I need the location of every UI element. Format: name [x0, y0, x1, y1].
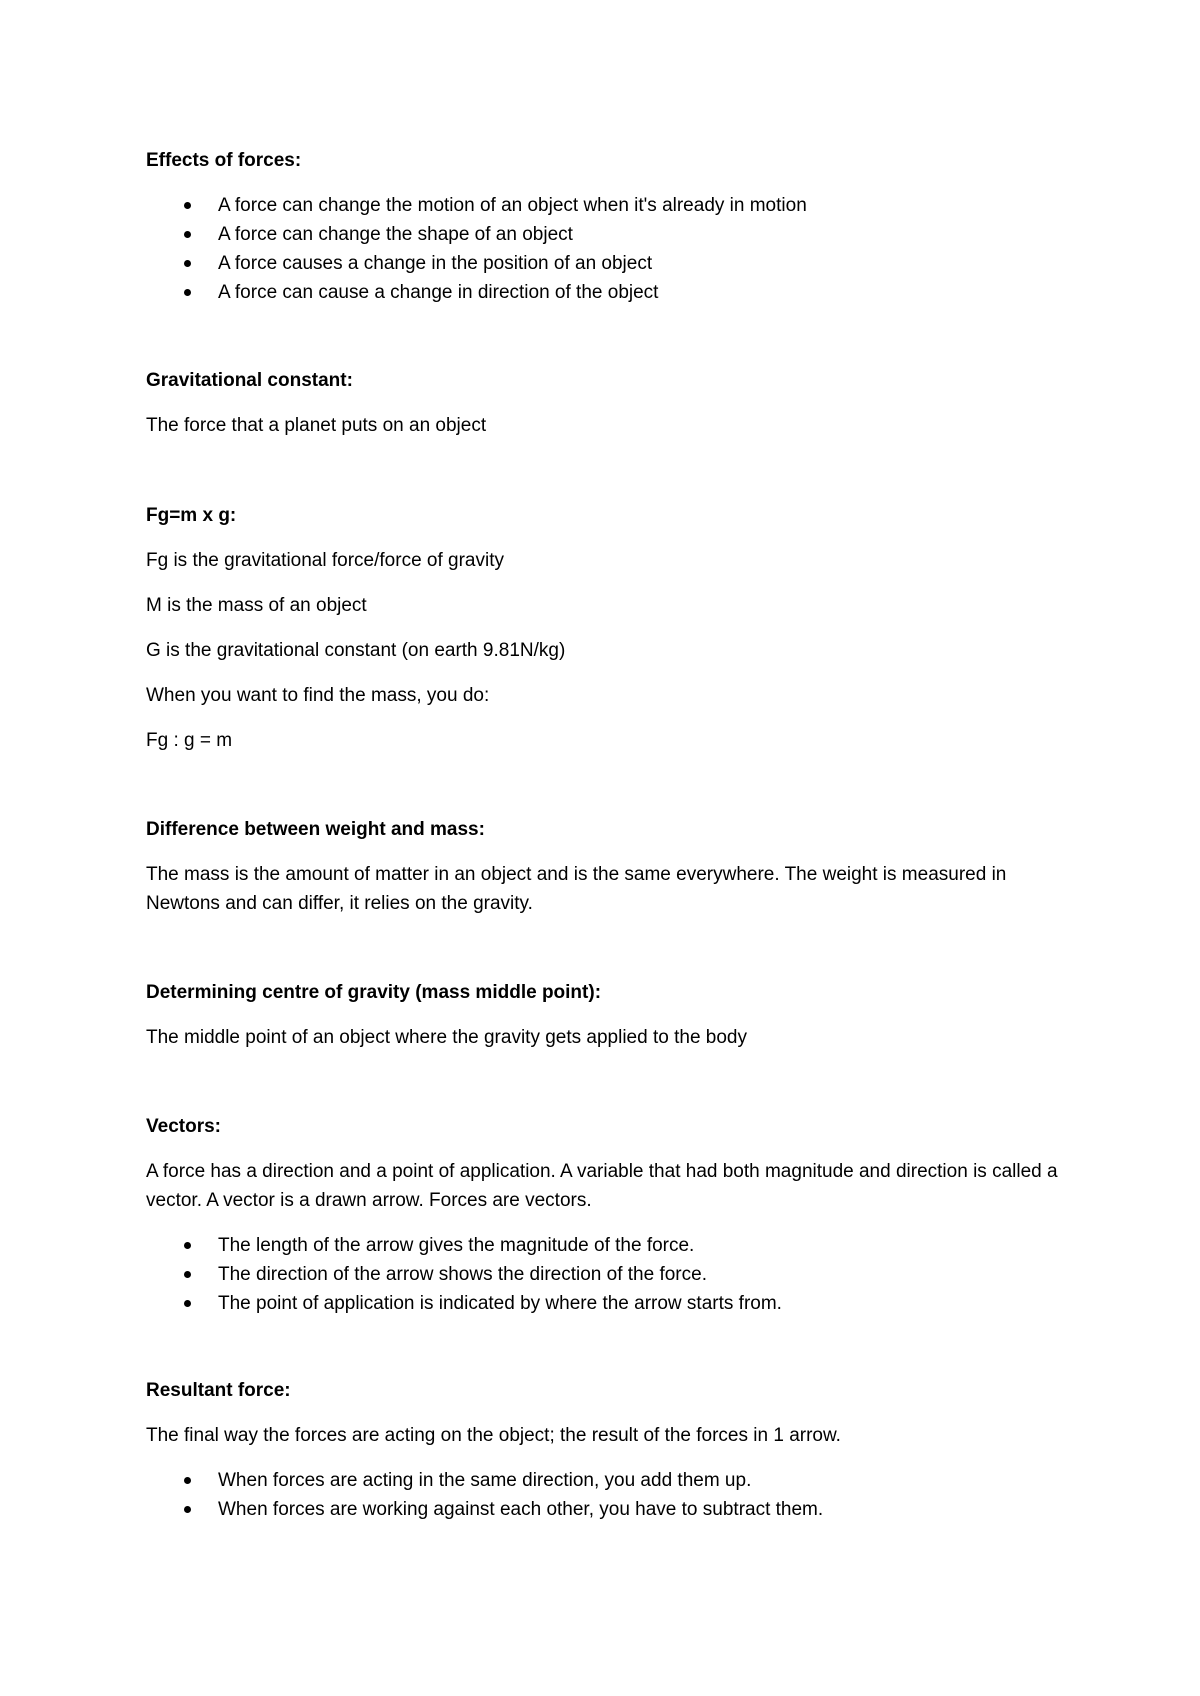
- paragraph: The force that a planet puts on an object: [146, 415, 487, 436]
- list-item-text: When forces are working against each other, you have to subtract them.: [218, 1499, 824, 1520]
- bullet-icon: [184, 1506, 191, 1513]
- bullet-icon: [184, 202, 191, 209]
- section-formula: [146, 501, 1066, 755]
- bullet-icon: [184, 289, 191, 296]
- list-item: [146, 220, 1066, 249]
- bullet-icon: [184, 1300, 191, 1307]
- paragraph: When you want to find the mass, you do:: [146, 685, 490, 706]
- section-weight-vs-mass: [146, 815, 1066, 918]
- section-heading: Vectors:: [146, 1116, 221, 1137]
- bullet-icon: [184, 1242, 191, 1249]
- paragraph: G is the gravitational constant (on earth 9.81N/kg): [146, 640, 566, 661]
- list-item: [146, 1260, 1066, 1289]
- paragraph: M is the mass of an object: [146, 595, 367, 616]
- section-effects-of-forces: [146, 146, 1066, 307]
- section-centre-of-gravity: [146, 978, 1066, 1052]
- paragraph: A force has a direction and a point of application. A variable that had both magnitude and direction is called a vector. A vector is a drawn arrow. Forces are vectors.: [146, 1161, 1058, 1211]
- list-item: [146, 191, 1066, 220]
- list-item-text: When forces are acting in the same direction, you add them up.: [218, 1470, 752, 1491]
- paragraph: The mass is the amount of matter in an object and is the same everywhere. The weight is measured in Newtons and can differ, it relies on the gravity.: [146, 864, 1007, 914]
- bullet-icon: [184, 1477, 191, 1484]
- paragraph: The final way the forces are acting on the object; the result of the forces in 1 arrow.: [146, 1425, 841, 1446]
- bullet-icon: [184, 231, 191, 238]
- list-item: [146, 278, 1066, 307]
- section-heading: Resultant force:: [146, 1380, 291, 1401]
- section-heading: Difference between weight and mass:: [146, 819, 485, 840]
- section-heading: Determining centre of gravity (mass middle point):: [146, 982, 602, 1003]
- section-resultant-force: [146, 1376, 1066, 1524]
- list-item-text: The direction of the arrow shows the direction of the force.: [218, 1264, 707, 1285]
- section-heading: Gravitational constant:: [146, 370, 353, 391]
- bullet-icon: [184, 1271, 191, 1278]
- list-item-text: A force causes a change in the position of an object: [218, 253, 653, 274]
- list-item-text: A force can change the motion of an object when it's already in motion: [218, 195, 807, 216]
- section-gravitational-constant: [146, 366, 1066, 440]
- list-item: [146, 249, 1066, 278]
- list-item: [146, 1466, 1066, 1495]
- section-heading: Effects of forces:: [146, 150, 302, 171]
- section-heading: Fg=m x g:: [146, 505, 237, 526]
- list-item-text: A force can cause a change in direction of the object: [218, 282, 659, 303]
- bullet-icon: [184, 260, 191, 267]
- document-body: [146, 146, 1066, 1524]
- list-item-text: The length of the arrow gives the magnitude of the force.: [218, 1235, 695, 1256]
- paragraph: Fg : g = m: [146, 730, 233, 751]
- section-vectors: [146, 1112, 1066, 1318]
- list-item: [146, 1231, 1066, 1260]
- bullet-list: [146, 1466, 1066, 1524]
- list-item: [146, 1289, 1066, 1318]
- bullet-list: [146, 191, 1066, 307]
- paragraph: The middle point of an object where the gravity gets applied to the body: [146, 1027, 747, 1048]
- bullet-list: [146, 1231, 1066, 1318]
- paragraph: Fg is the gravitational force/force of gravity: [146, 550, 504, 571]
- list-item: [146, 1495, 1066, 1524]
- list-item-text: A force can change the shape of an object: [218, 224, 573, 245]
- list-item-text: The point of application is indicated by where the arrow starts from.: [218, 1293, 782, 1314]
